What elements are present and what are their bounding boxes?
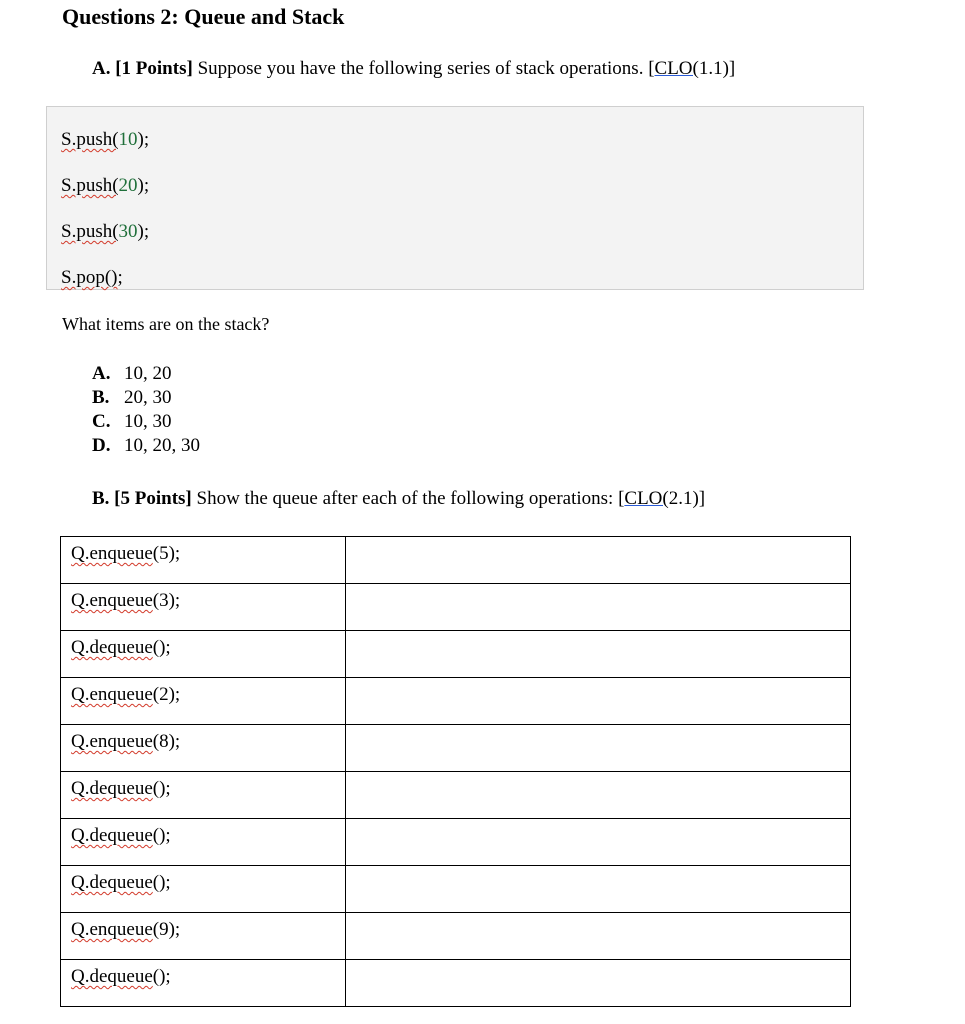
question-prompt: What items are on the stack? <box>62 314 270 334</box>
table-row <box>61 631 851 678</box>
option-letter: B. <box>92 387 110 408</box>
question-a-text <box>92 58 735 80</box>
table-row <box>61 725 851 772</box>
option-letter: D. <box>92 435 111 456</box>
code-call: S.push( <box>61 175 119 196</box>
queue-op-name: Q.enqueue <box>71 684 153 705</box>
queue-answer-cell[interactable] <box>346 819 851 866</box>
code-end: ; <box>117 267 123 288</box>
queue-answer-cell[interactable] <box>346 913 851 960</box>
queue-answer-cell[interactable] <box>346 584 851 631</box>
table-row <box>61 772 851 819</box>
table-row <box>61 584 851 631</box>
question-b-clo-rest: 2.1)] <box>668 488 706 509</box>
option-letter: C. <box>92 411 111 432</box>
queue-op-args: (2); <box>152 684 181 705</box>
queue-op-args: (); <box>152 637 171 658</box>
option-d[interactable] <box>92 434 200 458</box>
queue-answer-cell[interactable] <box>346 678 851 725</box>
code-call: S.pop() <box>61 267 118 288</box>
code-line <box>61 117 863 163</box>
queue-op-name: Q.dequeue <box>71 872 153 893</box>
queue-op-cell <box>61 913 346 960</box>
queue-answer-cell[interactable] <box>346 631 851 678</box>
queue-op-cell <box>61 866 346 913</box>
code-arg: 20 <box>118 175 138 196</box>
code-call: S.push( <box>61 129 119 150</box>
queue-op-name: Q.dequeue <box>71 825 153 846</box>
code-arg: 30 <box>118 221 138 242</box>
table-row <box>61 913 851 960</box>
question-a-body: Suppose you have the following series of stack operations. [ <box>192 58 655 79</box>
queue-op-cell <box>61 960 346 1007</box>
queue-op-args: (); <box>152 966 171 987</box>
table-row <box>61 819 851 866</box>
question-a-lead: A. [1 Points] <box>92 58 193 79</box>
option-b[interactable] <box>92 386 200 410</box>
queue-op-cell <box>61 772 346 819</box>
code-end: ); <box>137 129 150 150</box>
table-row <box>61 960 851 1007</box>
queue-op-args: (); <box>152 778 171 799</box>
code-end: ); <box>137 221 150 242</box>
code-line <box>61 163 863 209</box>
queue-op-args: (9); <box>152 919 181 940</box>
queue-answer-cell[interactable] <box>346 725 851 772</box>
question-b-clo: CLO( <box>624 488 669 509</box>
question-b-body: Show the queue after each of the following operations: [ <box>191 488 625 509</box>
option-letter: A. <box>92 363 111 384</box>
queue-op-name: Q.enqueue <box>71 543 153 564</box>
option-text: 10, 20, 30 <box>124 435 200 456</box>
table-row <box>61 678 851 725</box>
code-line <box>61 209 863 255</box>
question-a-clo-rest: 1.1)] <box>698 58 736 79</box>
queue-op-cell <box>61 819 346 866</box>
table-row <box>61 537 851 584</box>
code-call: S.push( <box>61 221 119 242</box>
queue-op-args: (); <box>152 825 171 846</box>
queue-answer-cell[interactable] <box>346 866 851 913</box>
queue-op-args: (3); <box>152 590 181 611</box>
queue-op-args: (); <box>152 872 171 893</box>
option-text: 10, 20 <box>124 363 172 384</box>
question-a-clo: CLO( <box>654 58 699 79</box>
queue-answer-cell[interactable] <box>346 537 851 584</box>
queue-op-name: Q.dequeue <box>71 637 153 658</box>
question-b-text <box>92 488 705 510</box>
queue-op-name: Q.enqueue <box>71 590 153 611</box>
option-a[interactable] <box>92 362 200 386</box>
answer-options <box>92 362 200 458</box>
option-text: 20, 30 <box>124 387 172 408</box>
option-text: 10, 30 <box>124 411 172 432</box>
question-b-lead: B. [5 Points] <box>92 488 192 509</box>
table-row <box>61 866 851 913</box>
queue-operations-table <box>60 536 851 1007</box>
queue-op-cell <box>61 678 346 725</box>
queue-op-name: Q.enqueue <box>71 731 153 752</box>
code-end: ); <box>137 175 150 196</box>
queue-op-args: (8); <box>152 731 181 752</box>
queue-op-cell <box>61 537 346 584</box>
code-arg: 10 <box>118 129 138 150</box>
queue-op-name: Q.enqueue <box>71 919 153 940</box>
queue-op-cell <box>61 725 346 772</box>
queue-op-name: Q.dequeue <box>71 778 153 799</box>
code-line <box>61 255 863 301</box>
option-c[interactable] <box>92 410 200 434</box>
queue-op-cell <box>61 631 346 678</box>
queue-op-cell <box>61 584 346 631</box>
page-title: Questions 2: Queue and Stack <box>62 4 345 29</box>
queue-op-name: Q.dequeue <box>71 966 153 987</box>
queue-answer-cell[interactable] <box>346 772 851 819</box>
queue-answer-cell[interactable] <box>346 960 851 1007</box>
queue-op-args: (5); <box>152 543 181 564</box>
code-block <box>46 106 864 290</box>
